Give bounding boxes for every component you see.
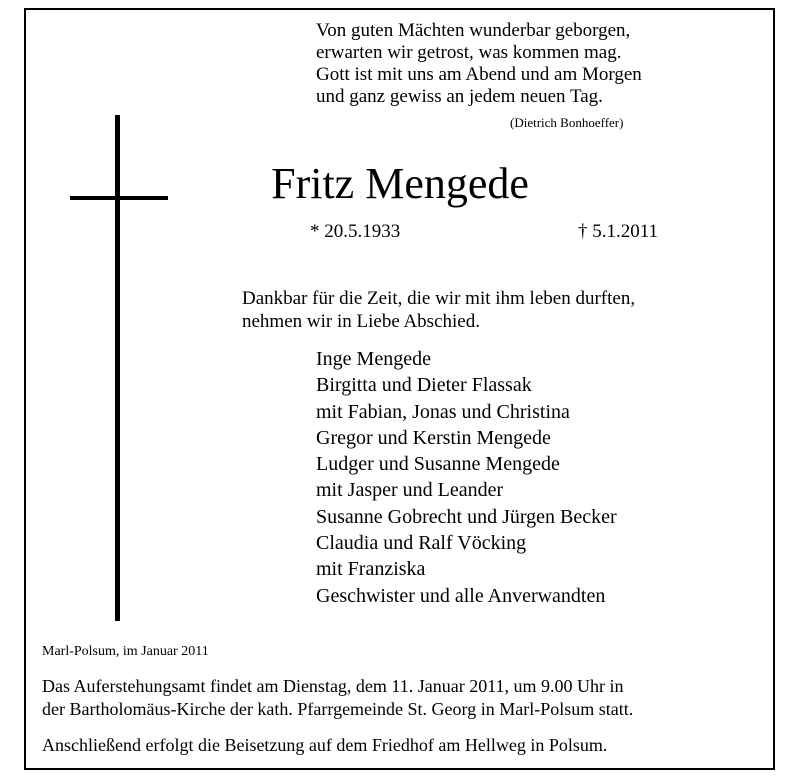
mourner-entry: mit Franziska [316, 558, 426, 581]
birth-date: * 20.5.1933 [310, 221, 401, 242]
mourner-entry: mit Fabian, Jonas und Christina [316, 400, 570, 423]
mourner-entry: Inge Mengede [316, 348, 431, 370]
death-date: † 5.1.2011 [578, 221, 659, 242]
farewell-line: nehmen wir in Liebe Abschied. [242, 311, 480, 332]
farewell-text [242, 287, 635, 333]
mourners-list [316, 346, 617, 609]
quote-line: Gott ist mit uns am Abend und am Morgen [316, 64, 642, 85]
service-line: Das Auferstehungsamt findet am Dienstag, dem 11. Januar 2011, um 9.00 Uhr in [42, 676, 624, 696]
mourner-entry: Claudia und Ralf Vöcking [316, 532, 527, 555]
place-and-date: Marl-Polsum, im Januar 2011 [42, 644, 209, 659]
service-info [42, 675, 633, 721]
mourner-entry: Susanne Gobrecht und Jürgen Becker [316, 505, 617, 528]
mourner-entry: mit Jasper und Leander [316, 479, 504, 502]
mourner-entry: Birgitta und Dieter Flassak [316, 374, 532, 397]
quote-line: erwarten wir getrost, was kommen mag. [316, 42, 622, 63]
quote-line: und ganz gewiss an jedem neuen Tag. [316, 86, 603, 107]
mourner-entry: Gregor und Kerstin Mengede [316, 426, 551, 449]
farewell-line: Dankbar für die Zeit, die wir mit ihm leben durften, [242, 288, 636, 309]
burial-info: Anschließend erfolgt die Beisetzung auf dem Friedhof am Hellweg in Polsum. [42, 735, 608, 755]
quote-attribution: (Dietrich Bonhoeffer) [510, 115, 624, 130]
bonhoeffer-quote [316, 20, 642, 108]
mourner-entry: Ludger und Susanne Mengede [316, 453, 560, 476]
deceased-name: Fritz Mengede [271, 159, 529, 208]
service-line: der Bartholomäus-Kirche der kath. Pfarrgemeinde St. Georg in Marl-Polsum statt. [42, 699, 634, 719]
mourner-entry: Geschwister und alle Anverwandten [316, 584, 606, 607]
quote-line: Von guten Mächten wunderbar geborgen, [316, 20, 631, 41]
